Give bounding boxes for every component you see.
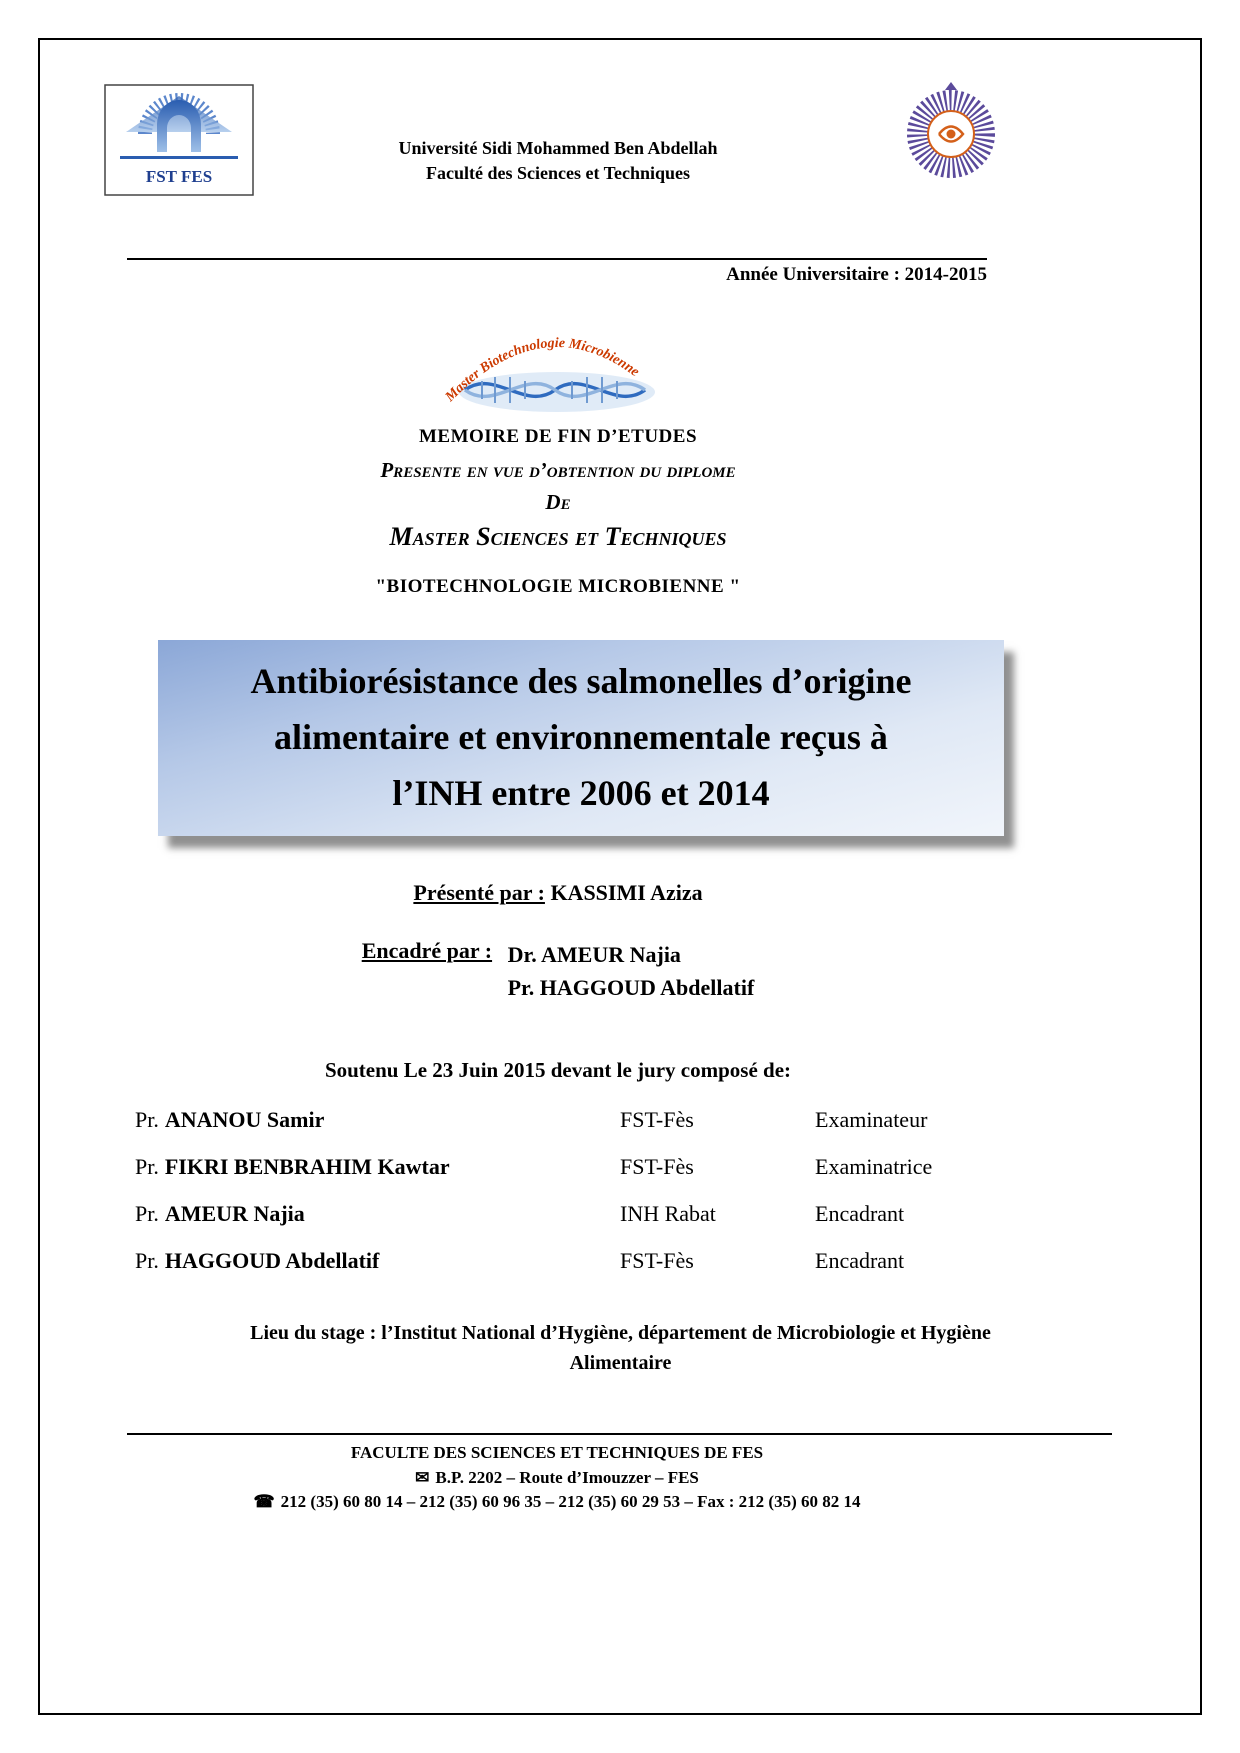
presented-by — [128, 880, 988, 906]
memoir-de: De — [545, 490, 571, 514]
jury-row-3-name: Pr. AMEUR Najia — [135, 1200, 305, 1226]
jury-row-4-role: Encadrant — [815, 1247, 905, 1273]
jury-row-1-name: Pr. ANANOU Samir — [135, 1106, 325, 1132]
jury-intro: Soutenu Le 23 Juin 2015 devant le jury composé de: — [324, 1058, 792, 1082]
internship-location — [128, 1318, 1113, 1378]
jury-row-3-affiliation: INH Rabat — [620, 1200, 716, 1226]
jury-row-3-role: Encadrant — [815, 1200, 905, 1226]
footer-address-text: B.P. 2202 – Route d’Imouzzer – FES — [435, 1467, 699, 1487]
master-program-logo — [437, 308, 677, 420]
jury-row-2-name: Pr. FIKRI BENBRAHIM Kawtar — [135, 1153, 450, 1179]
jury-row-4-name: Pr. HAGGOUD Abdellatif — [135, 1247, 380, 1273]
footer-address — [127, 1466, 987, 1491]
university-header — [128, 136, 988, 186]
thesis-title-line-2: alimentaire et environnementale reçus à — [274, 717, 888, 758]
jury-row-2-affiliation: FST-Fès — [620, 1153, 694, 1179]
supervised-by-label: Encadré par : — [361, 938, 493, 963]
jury-row-1-affiliation: FST-Fès — [620, 1106, 694, 1132]
memoir-subtitle: Presente en vue d’obtention du diplome — [380, 458, 736, 482]
supervisor-name-1: Dr. AMEUR Najia — [507, 942, 681, 967]
jury-row-4-affiliation: FST-Fès — [620, 1247, 694, 1273]
memoir-degree: Master Sciences et Techniques — [389, 522, 727, 551]
university-name: Université Sidi Mohammed Ben Abdellah — [398, 138, 718, 158]
program-arc-text: Master Biotechnologie Microbienne — [442, 335, 642, 405]
supervisor-name-2: Pr. HAGGOUD Abdellatif — [507, 975, 755, 1000]
footer-phones-text: 212 (35) 60 80 14 – 212 (35) 60 96 35 – 212 (35) 60 29 53 – Fax : 212 (35) 60 82 14 — [280, 1492, 861, 1512]
footer-divider — [127, 1433, 1112, 1435]
footer-phones — [127, 1490, 987, 1515]
thesis-title-line-1: Antibiorésistance des salmonelles d’origine — [250, 661, 912, 702]
jury-row-1-role: Examinateur — [815, 1106, 928, 1132]
supervisor-names — [508, 938, 755, 1004]
internship-line-2: Alimentaire — [569, 1352, 672, 1374]
fst-logo-label: FST FES — [145, 167, 213, 186]
university-seal-icon — [903, 80, 999, 182]
memoir-speciality: "BIOTECHNOLOGIE MICROBIENNE " — [375, 576, 741, 597]
thesis-title-line-3: l’INH entre 2006 et 2014 — [392, 772, 770, 813]
footer — [127, 1441, 987, 1515]
jury-row-2-role: Examinatrice — [815, 1153, 933, 1179]
internship-line-1: Lieu du stage : l’Institut National d’Hygiène, département de Microbiologie et Hygiène — [250, 1322, 991, 1344]
jury-table — [135, 1096, 1085, 1284]
mail-icon: ✉ — [415, 1467, 430, 1487]
presented-by-label: Présenté par : — [413, 880, 545, 905]
phone-icon: ☎ — [253, 1492, 275, 1512]
header-divider — [127, 258, 987, 260]
thesis-title-box — [158, 640, 1004, 836]
memoir-block — [128, 426, 988, 598]
memoir-heading: MEMOIRE DE FIN D’ETUDES — [418, 426, 698, 447]
supervised-by — [128, 938, 988, 1004]
academic-year: Année Universitaire : 2014-2015 — [726, 264, 987, 285]
faculty-name: Faculté des Sciences et Techniques — [426, 163, 690, 184]
presented-by-name: KASSIMI Aziza — [550, 880, 703, 905]
footer-faculty: FACULTE DES SCIENCES ET TECHNIQUES DE FES — [350, 1443, 764, 1462]
